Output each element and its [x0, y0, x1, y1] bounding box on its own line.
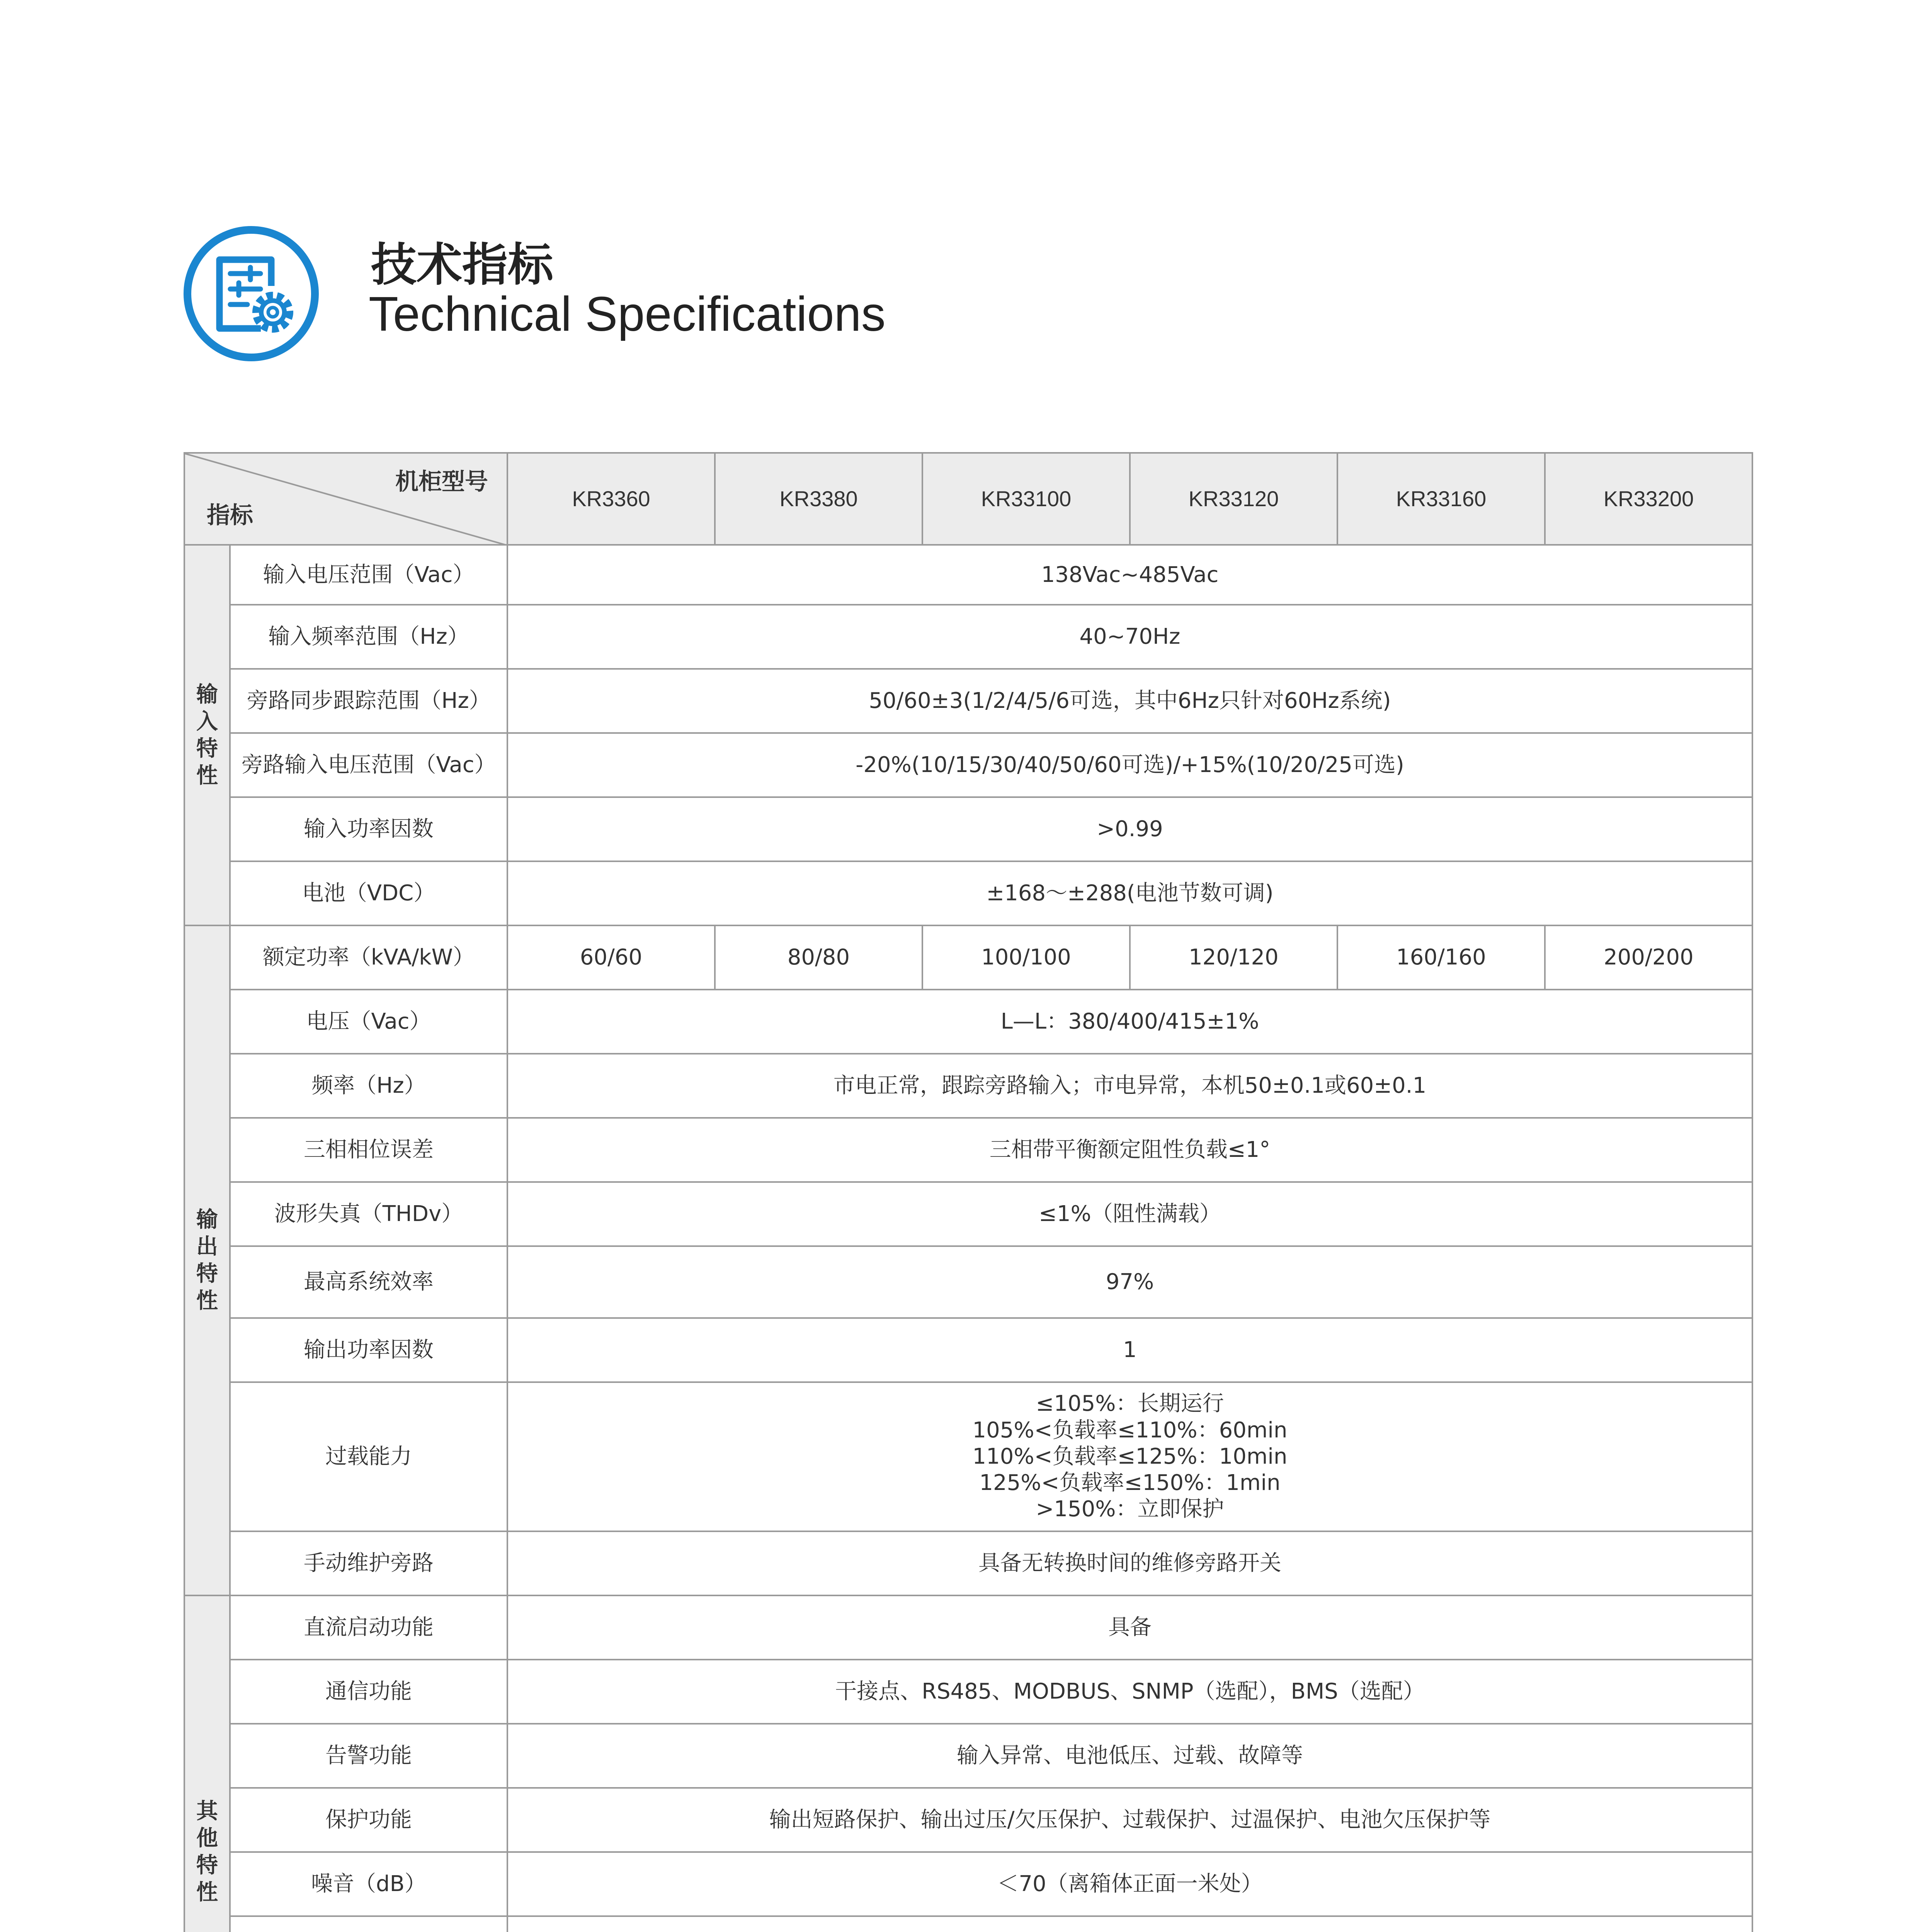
group-input-text: 输 入 特 性 — [196, 682, 218, 788]
param-value: L—L：380/400/415±1% — [507, 990, 1752, 1054]
overload-values — [507, 1382, 1752, 1531]
param-label: 三相相位误差 — [230, 1118, 507, 1182]
spec-table-container — [184, 452, 1753, 1932]
group-output-text: 输 出 特 性 — [196, 1207, 218, 1313]
document-settings-icon — [182, 224, 321, 363]
param-label: 输入功率因数 — [230, 797, 507, 861]
param-label: 过载能力 — [230, 1382, 507, 1531]
param-value: 138Vac~485Vac — [507, 545, 1752, 605]
param-label: 频率（Hz） — [230, 1054, 507, 1118]
param-value: 输出短路保护、输出过压/欠压保护、过载保护、过温保护、电池欠压保护等 — [507, 1788, 1752, 1852]
table-row — [184, 605, 1752, 669]
param-value — [507, 1916, 1752, 1932]
param-value: 市电正常，跟踪旁路输入；市电异常，本机50±0.1或60±0.1 — [507, 1054, 1752, 1118]
table-row — [184, 1182, 1752, 1246]
param-label — [230, 1916, 507, 1932]
table-row — [184, 1054, 1752, 1118]
param-label: 额定功率（kVA/kW） — [230, 925, 507, 990]
table-row — [184, 1724, 1752, 1788]
page-header — [182, 224, 1109, 363]
table-row — [184, 1916, 1752, 1932]
table-row — [184, 733, 1752, 797]
param-label: 输入频率范围（Hz） — [230, 605, 507, 669]
table-row — [184, 1246, 1752, 1318]
table-row — [184, 1852, 1752, 1916]
table-row — [184, 545, 1752, 605]
param-value: 三相带平衡额定阻性负载≤1° — [507, 1118, 1752, 1182]
param-value: 40~70Hz — [507, 605, 1752, 669]
param-value: 100/100 — [922, 925, 1130, 990]
param-label: 直流启动功能 — [230, 1595, 507, 1660]
spec-table — [184, 452, 1753, 1932]
model-header: KR33120 — [1130, 453, 1337, 545]
group-label-input — [184, 545, 230, 925]
model-header: KR33100 — [922, 453, 1130, 545]
table-corner-cell — [184, 453, 507, 545]
table-row — [184, 669, 1752, 733]
param-value: >0.99 — [507, 797, 1752, 861]
group-label-other — [184, 1595, 230, 1932]
table-header-row — [184, 453, 1752, 545]
table-row — [184, 1382, 1752, 1531]
table-row — [184, 797, 1752, 861]
param-label: 输出功率因数 — [230, 1318, 507, 1382]
model-header: KR3360 — [507, 453, 715, 545]
table-row — [184, 925, 1752, 990]
table-row — [184, 1660, 1752, 1724]
param-value: 输入异常、电池低压、过载、故障等 — [507, 1724, 1752, 1788]
param-label: 最高系统效率 — [230, 1246, 507, 1318]
param-label: 电池（VDC） — [230, 861, 507, 925]
param-label: 旁路输入电压范围（Vac） — [230, 733, 507, 797]
param-value: 具备 — [507, 1595, 1752, 1660]
table-row — [184, 1118, 1752, 1182]
table-row — [184, 1595, 1752, 1660]
param-value: 120/120 — [1130, 925, 1337, 990]
overload-line: ≤105%：长期运行 — [1036, 1391, 1224, 1417]
model-header: KR33200 — [1545, 453, 1752, 545]
param-value: 50/60±3(1/2/4/5/6可选，其中6Hz只针对60Hz系统) — [507, 669, 1752, 733]
overload-line: 105%<负载率≤110%：60min — [972, 1417, 1288, 1443]
table-row — [184, 1318, 1752, 1382]
param-label: 手动维护旁路 — [230, 1531, 507, 1595]
param-value: 80/80 — [715, 925, 922, 990]
param-value: 具备无转换时间的维修旁路开关 — [507, 1531, 1752, 1595]
param-value: 干接点、RS485、MODBUS、SNMP（选配），BMS（选配） — [507, 1660, 1752, 1724]
page-title: 技术指标 — [371, 238, 554, 291]
param-label: 旁路同步跟踪范围（Hz） — [230, 669, 507, 733]
param-label: 通信功能 — [230, 1660, 507, 1724]
group-label-output — [184, 925, 230, 1595]
param-value: 97% — [507, 1246, 1752, 1318]
table-row — [184, 1788, 1752, 1852]
table-row — [184, 990, 1752, 1054]
corner-model-label: 机柜型号 — [395, 468, 488, 495]
param-value: -20%(10/15/30/40/50/60可选)/+15%(10/20/25可选) — [507, 733, 1752, 797]
page-subtitle: Technical Specifications — [369, 287, 886, 341]
group-other-text: 其 他 特 性 — [196, 1799, 218, 1905]
param-label: 波形失真（THDv） — [230, 1182, 507, 1246]
param-value: 60/60 — [507, 925, 715, 990]
table-row — [184, 1531, 1752, 1595]
model-header: KR3380 — [715, 453, 922, 545]
param-label: 保护功能 — [230, 1788, 507, 1852]
param-value: ±168～±288(电池节数可调) — [507, 861, 1752, 925]
param-label: 告警功能 — [230, 1724, 507, 1788]
param-value: 160/160 — [1337, 925, 1545, 990]
corner-index-label: 指标 — [207, 502, 253, 529]
model-header: KR33160 — [1337, 453, 1545, 545]
param-label: 噪音（dB） — [230, 1852, 507, 1916]
param-value: 1 — [507, 1318, 1752, 1382]
table-row — [184, 861, 1752, 925]
overload-line: 110%<负载率≤125%：10min — [972, 1444, 1288, 1469]
param-value: 200/200 — [1545, 925, 1752, 990]
param-value: ＜70（离箱体正面一米处） — [507, 1852, 1752, 1916]
overload-line: >150%：立即保护 — [1036, 1497, 1224, 1522]
param-value: ≤1%（阻性满载） — [507, 1182, 1752, 1246]
overload-line: 125%<负载率≤150%：1min — [979, 1470, 1281, 1496]
param-label: 电压（Vac） — [230, 990, 507, 1054]
param-label: 输入电压范围（Vac） — [230, 545, 507, 605]
